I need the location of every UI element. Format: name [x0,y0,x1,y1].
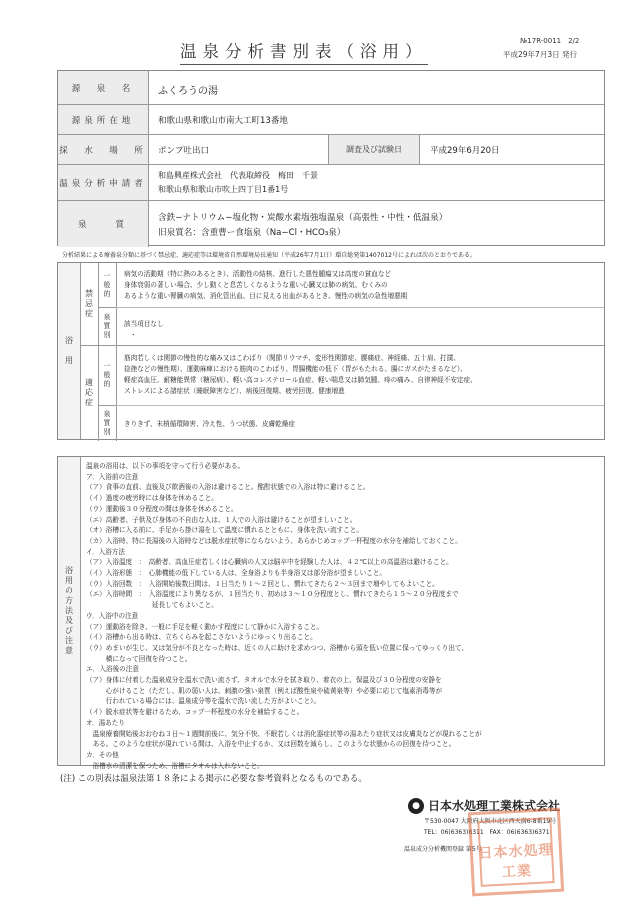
indication-label-cell [80,345,99,441]
indication-content [116,345,604,441]
footer-note: (注) この別表は温泉法第１８条による掲示に必要な参考資料となるものである。 [60,774,367,784]
quality-line1: 含鉄−ナトリウム−塩化物・炭酸水素塩強塩温泉（高張性・中性・低温泉） [158,213,448,223]
indication-general-line: 捻挫などの慢性期）、運動麻痺における筋肉のこわばり、胃腸機能の低下（胃がもたれる、腸にガスがたまるなど）、 [124,365,467,373]
contra-divider [116,307,604,308]
company-seal [468,808,564,897]
page-title: 温泉分析書別表（浴用） [180,38,428,65]
precaution-line: （エ）高齢者、子供及び身体の不自由な人は、１人での入浴は避けることが望ましいこと。 [86,515,357,524]
precaution-line: 延長してもよいこと。 [86,601,218,610]
indication-general-label-cell [98,345,117,406]
precaution-line: 浴槽水の清潔を保つため、浴槽にタオルは入れないこと。 [86,761,264,770]
logo-mark-icon: ● [412,801,420,811]
precaution-line: （エ）入浴時間 ： 入浴温度により異なるが、１回当たり、初めは３～１０分程度とし、慣れてきたら１５～２０分程度まで [86,590,459,599]
precaution-line: 温泉療養開始後おおむね３日～１週間前後に、気分不快、不眠若しくは消化器症状等の湯あたり症状又は皮膚炎などが現れることが [86,729,482,738]
contra-general-line: 身体衰弱の著しい場合、少し動くと息苦しくなるような重い心臓又は肺の病気、むくみの [124,281,388,289]
indication-quality-label-cell [98,405,117,441]
precaution-line: （イ）過度の疲労時には身体を休めること。 [86,494,218,503]
precaution-line: （ア）入浴温度 ： 高齢者、高血圧症若しくは心臓病の人又は脳卒中を経験した人は、４２℃以上の高温浴は避けること。 [86,558,453,567]
quality-label: 泉 質 [58,201,149,247]
contra-label-cell [80,263,99,346]
indication-divider [116,405,604,406]
seal-text: 日本水処理工業 [478,842,554,881]
source-name-label: 源 泉 名 [58,71,149,104]
row-sampling [58,135,604,165]
company-name: 日本水処理工業株式会社 [428,799,561,813]
contra-general-label: 一般的 [103,271,111,299]
contra-quality-text: 該当項目なし [124,320,164,328]
contra-general-line: あるような重い腎臓の病気、消化管出血、目に見える出血があるとき、慢性の病気の急性増悪期 [124,292,408,300]
precaution-line: エ．入浴後の注意 [86,665,139,674]
precaution-line: 行われている場合には、温泉成分等を温水で洗い流した方がよいこと）。 [86,697,321,706]
precaution-line: （ア）身体に付着した温泉成分を温水で洗い流さず、タオルで水分を拭き取り、着衣の上、保温及び３０分程度の安静を [86,676,442,685]
precautions-body [86,461,482,771]
sampling-place: ポンプ吐出口 [158,146,210,156]
precaution-line: 温泉の浴用は、以下の事項を守って行う必要がある。 [86,462,245,470]
precaution-line: ウ．入浴中の注意 [86,611,139,620]
survey-date: 平成29年6月20日 [430,146,500,156]
bath-use-table [57,262,605,440]
precaution-line: （イ）脱水症状等を避けるため、コップ一杯程度の水分を補給すること。 [86,708,304,717]
precautions-side-cell [58,457,81,765]
precaution-line: 心がけること（ただし、肌の弱い人は、刺激の強い泉質（例えば酸性泉や硫黄泉等）や必要に応じて塩素消毒等が [86,686,443,695]
contra-label: 禁忌症 [84,289,94,319]
contra-content [116,263,604,346]
indication-general-line: 筋肉若しくは関節の慢性的な痛み又はこわばり（関節リウマチ、変形性関節症、腰痛症、神経痛、五十肩、打撲、 [124,354,460,362]
precaution-line: （ウ）めまいが生じ、又は気分が不良となった時は、近くの人に助けを求めつつ、浴槽から頭を低い位置に保ってゆっくり出て、 [86,643,468,652]
company-address: 〒530-0047 大阪府大阪市北区西天満6-8番19号 [424,818,557,825]
indication-label: 適応症 [84,378,94,408]
precaution-line: ある。このような症状が現れている間は、入浴を中止するか、又は回数を減らし、このような状態からの回復を待つこと。 [86,740,456,749]
applicant-line2: 和歌山県和歌山市吹上四丁目1番1号 [158,185,289,194]
precaution-line: （ア）運動浴を除き、一般に手足を軽く動かす程度にして静かに入浴すること。 [86,622,324,631]
bath-side-label-cell [58,263,81,439]
contra-quality-mark: ・ [130,331,137,339]
precautions-side-label: 浴用の方法及び注意 [64,566,74,656]
row-quality [58,201,604,247]
precaution-line: （イ）入浴形態 ： 心肺機能の低下している人は、全身浴よりも半身浴又は部分浴が望ましいこと。 [86,569,387,578]
quality-line2: 旧泉質名：含重曹ー食塩泉（Na−Cl・HCO₃泉） [158,228,346,238]
document-number: №17R-0011 2/2 [520,37,580,45]
registration: 温泉成分分析機関登録 第5号 [404,846,482,853]
indication-quality-label: 泉質別 [103,409,111,437]
contra-quality-label: 泉質別 [103,312,111,340]
company-logo [408,798,424,814]
location: 和歌山県和歌山市南大工町13番地 [158,116,288,126]
precaution-line: （ア）食事の直前、直後及び飲酒後の入浴は避けること。酩酊状態での入浴は特に避けること。 [86,483,370,492]
indication-quality-text: きりきず、末梢循環障害、冷え性、うつ状態、皮膚乾燥症 [124,420,295,428]
contra-general-label-cell [98,263,117,308]
contra-quality-label-cell [98,307,117,346]
applicant-line1: 和島興産株式会社 代表取締役 梅田 千景 [158,171,318,180]
precaution-line: イ．入浴方法 [86,547,125,556]
indication-general-label: 一般的 [103,361,111,389]
survey-date-label: 調査及び試験日 [328,135,420,164]
bath-side-label: 浴 用 [64,336,74,366]
row-source-name [58,71,604,105]
applicant-label: 温泉分析申請者 [58,165,149,200]
precaution-line: カ．その他 [86,750,119,759]
source-name: ふくろうの湯 [158,86,218,97]
contra-general-line: 病気の活動期（特に熱のあるとき）、活動性の結核、進行した悪性腫瘍又は高度の貧血など [124,270,392,278]
indication-general-line: ストレスによる諸症状（睡眠障害など）、病後回復期、疲労回復、健康増進 [124,387,345,395]
location-label: 源泉所在地 [58,105,149,134]
precaution-line: 横になって回復を待つこと。 [86,654,192,663]
info-table [57,70,605,246]
precautions-table [57,456,605,770]
company-phone: TEL：06(6363)8311 FAX：06(6363)6371 [424,829,550,836]
row-location [58,105,604,135]
precaution-line: ア．入浴前の注意 [86,472,139,481]
precaution-line: （ウ）運動後３０分程度の間は身体を休めること。 [86,504,238,513]
issue-date: 平成29年7月3日 発行 [503,50,577,59]
precaution-line: （カ）入浴時、特に長湯後の入浴時などは脱水症状等にならないよう、あらかじめコップ一杯程度の水分を補給しておくこと。 [86,536,462,545]
precaution-line: オ．湯あたり [86,718,125,727]
precaution-line: （オ）浴槽に入る前に、手足から掛け湯をして温度に慣れるとともに、身体を洗い流すこと。 [86,526,363,535]
row-applicant [58,165,604,201]
precaution-line: （ウ）入浴回数 ： 入浴開始後数日間は、１日当たり１～２回とし、慣れてきたら２～３回まで増やしてもよいこと。 [86,579,439,588]
sampling-label: 採 水 場 所 [58,135,149,164]
indication-general-line: 軽症高血圧、耐糖能異常（糖尿病）、軽い高コレステロール血症、軽い喘息又は肺気腫、痔の痛み、自律神経不安定症、 [124,376,477,384]
precaution-line: （イ）浴槽から出る時は、立ちくらみを起こさないようにゆっくり出ること。 [86,633,317,642]
basis-note: 分析結果による療養泉分類に基づく禁忌症、適応症等は環境省自然環境局長通知（平成26年7月1日）環自総発第1407012号によれば次のとおりである。 [62,252,476,259]
